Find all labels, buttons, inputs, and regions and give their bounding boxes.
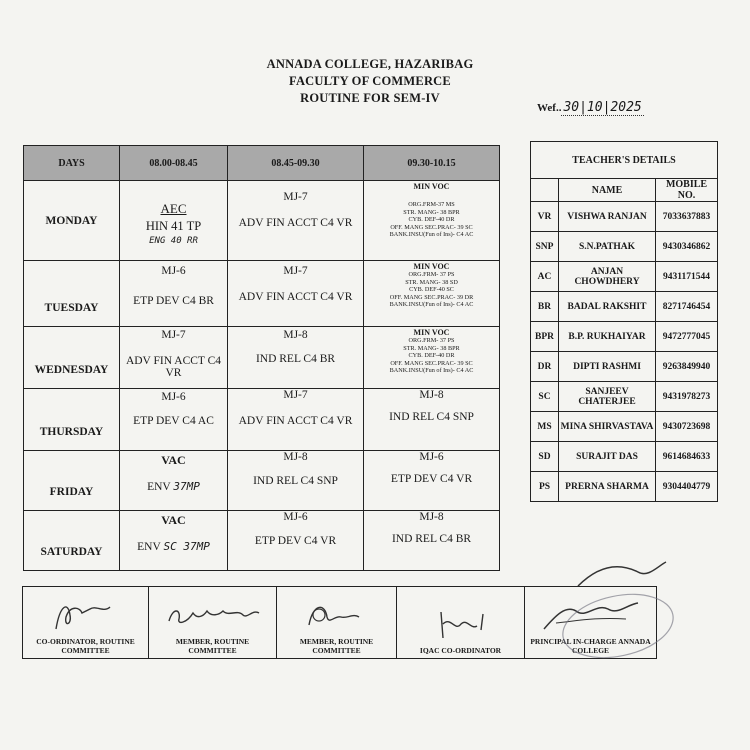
teacher-name: S.N.PATHAK (559, 232, 656, 262)
teacher-code: VR (531, 202, 559, 232)
cell-monday-slot1 (120, 181, 228, 261)
teacher-name: DIPTI RASHMI (559, 352, 656, 382)
day-tuesday: TUESDAY (24, 261, 120, 327)
day-friday: FRIDAY (24, 451, 120, 511)
voc-line: OFF. MANG SEC.PRAC- 39 DR (389, 293, 474, 301)
teacher-row (531, 442, 718, 472)
teacher-code: PS (531, 472, 559, 502)
course-subject: ADV FIN ACCT C4 VR (238, 217, 353, 229)
routine-header-row (24, 146, 500, 181)
cell-tuesday-slot2 (228, 261, 364, 327)
voc-line: OFF. MANG SEC.PRAC- 39 SC (390, 359, 473, 367)
course-subject: ADV FIN ACCT C4 VR (238, 415, 353, 427)
teacher-code: BR (531, 292, 559, 322)
teacher-row (531, 262, 718, 292)
cell-wednesday-slot2 (228, 327, 364, 389)
course-code: MJ-8 (419, 511, 444, 523)
course-subject (120, 480, 227, 493)
handwritten-note: SC 37MP (163, 540, 210, 553)
teacher-row (531, 322, 718, 352)
signature-mark (421, 604, 501, 644)
course-code: AEC (160, 201, 187, 216)
course-code: MJ-7 (161, 329, 186, 341)
cell-saturday-slot2 (228, 511, 364, 571)
teacher-name: SANJEEV CHATERJEE (559, 382, 656, 412)
row-monday (24, 181, 500, 261)
teacher-mobile: 9430346862 (656, 232, 718, 262)
teacher-mobile: 9430723698 (656, 412, 718, 442)
wef-label: Wef.. (537, 102, 562, 114)
principal-stamp-icon (538, 556, 688, 666)
teacher-mobile: 9614684633 (656, 442, 718, 472)
cell-tuesday-slot3 (364, 261, 500, 327)
teacher-mobile: 9472777045 (656, 322, 718, 352)
voc-title: MIN VOC (413, 328, 450, 337)
course-subject: ADV FIN ACCT C4 VR (238, 291, 353, 303)
cell-monday-slot2 (228, 181, 364, 261)
signature-label: MEMBER, ROUTINE COMMITTEE (175, 637, 250, 655)
cell-tuesday-slot1 (120, 261, 228, 327)
course-code: MJ-6 (161, 391, 186, 403)
course-code: MJ-8 (283, 451, 308, 463)
teacher-code: MS (531, 412, 559, 442)
teacher-code: SD (531, 442, 559, 472)
signature-label: CO-ORDINATOR, ROUTINE COMMITTEE (36, 637, 135, 655)
course-code: MJ-7 (283, 265, 308, 277)
teacher-row (531, 412, 718, 442)
cell-thursday-slot2 (228, 389, 364, 451)
course-subject: IND REL C4 BR (255, 353, 336, 365)
course-name: ENV (147, 481, 171, 493)
teacher-row (531, 382, 718, 412)
course-subject (120, 540, 227, 553)
course-subject: IND REL C4 SNP (253, 475, 338, 487)
course-subject: ETP DEV C4 BR (133, 295, 214, 307)
effective-date (537, 100, 644, 115)
voc-line: BANK.INSU(Fun of Ins)- C4 AC (389, 301, 474, 309)
cell-wednesday-slot1 (120, 327, 228, 389)
course-code: MJ-7 (283, 389, 308, 401)
course-code: MJ-8 (283, 329, 308, 341)
row-thursday (24, 389, 500, 451)
signature-mark (46, 595, 126, 635)
teacher-mobile: 9304404779 (656, 472, 718, 502)
row-saturday (24, 511, 500, 571)
signature-mark (297, 595, 377, 635)
college-name: ANNADA COLLEGE, HAZARIBAG (266, 57, 474, 71)
voc-line: CYB. DEF-40 SC (409, 286, 454, 294)
col-mobile: MOBILE NO. (656, 179, 718, 202)
col-slot-3: 09.30-10.15 (364, 146, 500, 181)
signature-label: IQAC CO-ORDINATOR (419, 646, 502, 655)
course-name: ENV (137, 541, 161, 553)
col-slot-1: 08.00-08.45 (120, 146, 228, 181)
course-code: MJ-6 (419, 451, 444, 463)
cell-thursday-slot1 (120, 389, 228, 451)
teacher-code: DR (531, 352, 559, 382)
cell-wednesday-slot3 (364, 327, 500, 389)
voc-line: ORG.FRM- 37 PS (408, 271, 455, 278)
col-code (531, 179, 559, 202)
signature-member-2 (277, 587, 397, 659)
teacher-code: SNP (531, 232, 559, 262)
faculty-name: FACULTY OF COMMERCE (289, 74, 451, 88)
course-code: MJ-6 (283, 511, 308, 523)
cell-saturday-slot3 (364, 511, 500, 571)
col-days: DAYS (24, 146, 120, 181)
teacher-row (531, 232, 718, 262)
voc-line: BANK.INSU(Fun of Ins)- C4 AC (389, 231, 474, 239)
course-subject: IND REL C4 SNP (389, 411, 474, 423)
teacher-mobile: 8271746454 (656, 292, 718, 322)
teacher-mobile: 9431978273 (656, 382, 718, 412)
signature-label: PRINCIPAL IN-CHARGE ANNADA COLLEGE (530, 637, 651, 655)
teacher-mobile: 9263849940 (656, 352, 718, 382)
signature-mark (163, 595, 263, 635)
signature-iqac (397, 587, 525, 659)
teacher-row (531, 472, 718, 502)
voc-title: MIN VOC (413, 262, 450, 271)
handwritten-note: 37MP (173, 480, 200, 493)
teacher-row (531, 352, 718, 382)
teacher-code: AC (531, 262, 559, 292)
voc-line: ORG.FRM-37 MS (408, 201, 455, 208)
handwritten-note: ENG 40 RR (149, 236, 198, 246)
day-monday: MONDAY (24, 181, 120, 261)
teacher-name: ANJAN CHOWDHERY (559, 262, 656, 292)
voc-line: STR. MANG- 38 BPR (403, 208, 460, 216)
teacher-name: MINA SHIRVASTAVA (559, 412, 656, 442)
day-thursday: THURSDAY (24, 389, 120, 451)
course-subject: ETP DEV C4 VR (254, 535, 337, 547)
teacher-mobile: 9431171544 (656, 262, 718, 292)
row-tuesday (24, 261, 500, 327)
course-code: VAC (161, 513, 186, 527)
voc-line: CYB. DEF-40 DR (408, 216, 455, 224)
row-friday (24, 451, 500, 511)
routine-table (23, 145, 500, 571)
course-code: VAC (161, 453, 186, 467)
voc-line: ORG.FRM- 37 PS (408, 337, 455, 344)
teacher-name: VISHWA RANJAN (559, 202, 656, 232)
col-slot-2: 08.45-09.30 (228, 146, 364, 181)
teacher-table-title: TEACHER'S DETAILS (531, 142, 718, 179)
day-saturday: SATURDAY (24, 511, 120, 571)
voc-line: OFF. MANG SEC.PRAC- 39 SC (390, 223, 473, 231)
cell-monday-slot3 (364, 181, 500, 261)
voc-line: STR. MANG- 38 SD (405, 278, 458, 286)
teacher-name: B.P. RUKHAIYAR (559, 322, 656, 352)
teacher-code: BPR (531, 322, 559, 352)
cell-saturday-slot1 (120, 511, 228, 571)
cell-friday-slot3 (364, 451, 500, 511)
wef-date: 30|10|2025 (563, 100, 642, 115)
voc-line: CYB. DEF-40 DR (408, 352, 455, 360)
course-subject: HIN 41 TP (145, 219, 202, 233)
row-wednesday (24, 327, 500, 389)
teacher-code: SC (531, 382, 559, 412)
teacher-details-table (530, 141, 718, 502)
voc-title: MIN VOC (413, 182, 450, 191)
cell-friday-slot1 (120, 451, 228, 511)
voc-line: STR. MANG- 38 BPR (403, 344, 460, 352)
teacher-mobile: 7033637883 (656, 202, 718, 232)
course-subject: ETP DEV C4 VR (390, 473, 473, 485)
course-subject: IND REL C4 BR (391, 533, 472, 545)
teacher-row (531, 202, 718, 232)
course-code: MJ-8 (419, 389, 444, 401)
teacher-name: BADAL RAKSHIT (559, 292, 656, 322)
col-name: NAME (559, 179, 656, 202)
cell-friday-slot2 (228, 451, 364, 511)
signature-label: MEMBER, ROUTINE COMMITTEE (299, 637, 374, 655)
day-wednesday: WEDNESDAY (24, 327, 120, 389)
course-code: MJ-6 (161, 265, 186, 277)
course-code: MJ-7 (283, 191, 308, 203)
routine-title: ROUTINE FOR SEM-IV (300, 91, 440, 105)
course-subject: ADV FIN ACCT C4 VR (125, 355, 222, 379)
signature-member-1 (149, 587, 277, 659)
cell-thursday-slot3 (364, 389, 500, 451)
course-subject: ETP DEV C4 AC (133, 415, 214, 427)
voc-line: BANK.INSU(Fun of Ins)- C4 AC (389, 367, 474, 375)
signature-coordinator (23, 587, 149, 659)
teacher-row (531, 292, 718, 322)
teacher-name: SURAJIT DAS (559, 442, 656, 472)
teacher-name: PRERNA SHARMA (559, 472, 656, 502)
